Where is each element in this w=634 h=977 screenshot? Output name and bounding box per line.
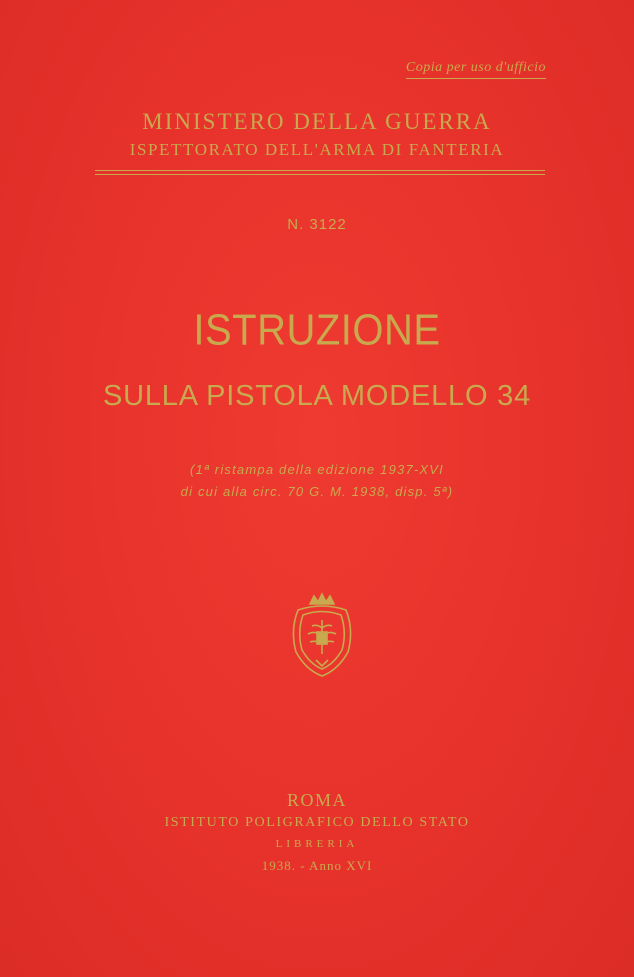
publication-year: 1938. - Anno XVI xyxy=(261,858,373,873)
city: ROMA xyxy=(286,790,347,810)
bookshop: LIBRERIA xyxy=(275,838,359,850)
edition-note-line2: di cui alla circ. 70 G. M. 1938, disp. 5ª) xyxy=(180,484,454,499)
copy-note: Copia per uso d'ufficio xyxy=(406,60,546,79)
document-number: N. 3122 xyxy=(287,216,347,233)
coat-of-arms-icon xyxy=(286,590,358,680)
header-rule-top xyxy=(95,170,545,171)
inspectorate-heading: ISPETTORATO DELL'ARMA DI FANTERIA xyxy=(129,140,505,159)
ministry-heading: MINISTERO DELLA GUERRA xyxy=(142,109,492,134)
publisher: ISTITUTO POLIGRAFICO DELLO STATO xyxy=(164,815,470,830)
edition-note-line1: (1ª ristampa della edizione 1937-XVI xyxy=(190,462,444,477)
book-title: ISTRUZIONE xyxy=(193,305,441,355)
header-rule-bottom xyxy=(95,174,545,175)
book-subtitle: SULLA PISTOLA MODELLO 34 xyxy=(102,380,532,412)
